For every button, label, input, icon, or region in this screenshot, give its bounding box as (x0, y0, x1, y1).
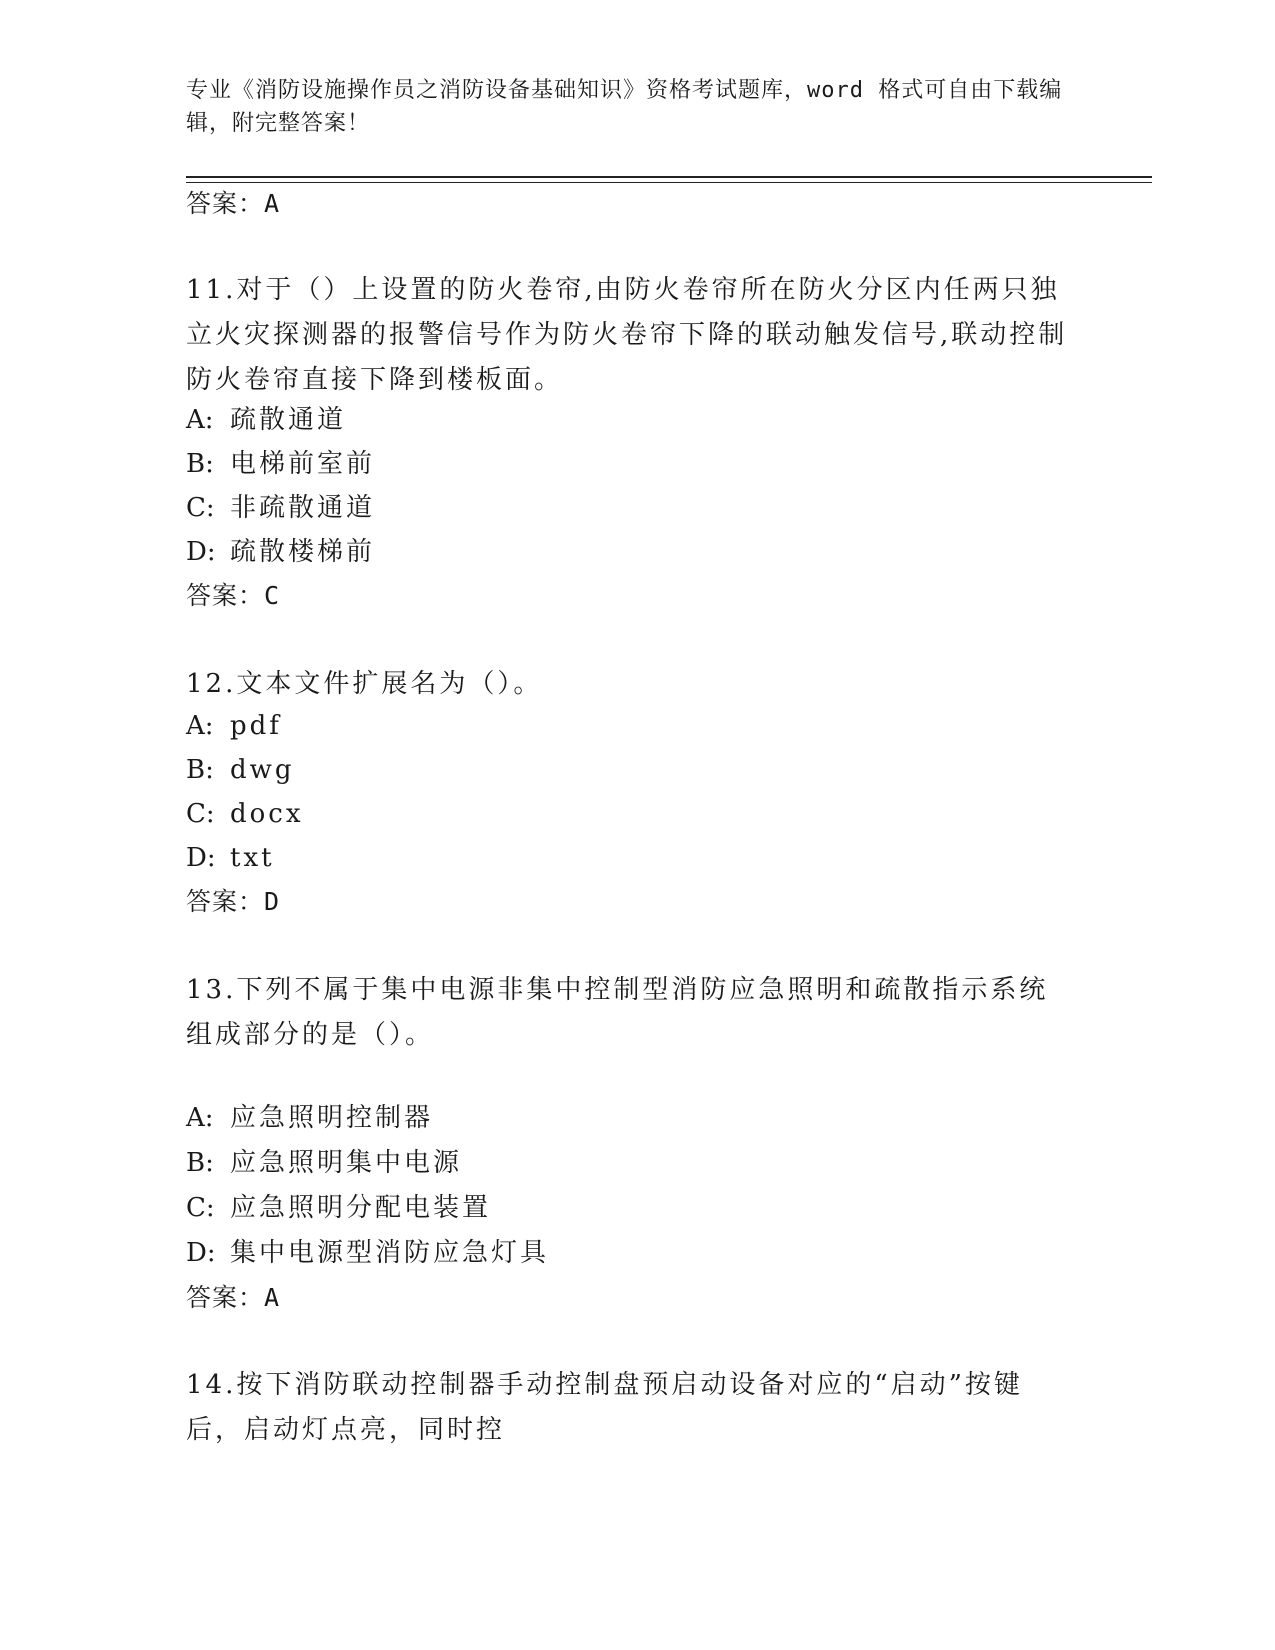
previous-answer: 答案：A (186, 189, 281, 218)
question-11-option-c: C: 非疏散通道 (186, 493, 376, 523)
header-divider-thick (186, 176, 1152, 178)
question-11-answer: 答案：C (186, 581, 281, 610)
question-12-option-d: D: txt (186, 843, 275, 873)
question-13-stem: 13.下列不属于集中电源非集中控制型消防应急照明和疏散指示系统组成部分的是（）。 (186, 975, 1049, 1050)
question-12-option-b: B: dwg (186, 755, 295, 785)
header-divider-thin (186, 182, 1152, 183)
question-13-option-b: B: 应急照明集中电源 (186, 1148, 463, 1178)
question-12-answer: 答案：D (186, 887, 281, 916)
question-13-option-a: A: 应急照明控制器 (186, 1103, 434, 1133)
document-header: 专业《消防设施操作员之消防设备基础知识》资格考试题库，word 格式可自由下载编辑，附完整答案！ (186, 78, 1063, 136)
question-11-option-a: A: 疏散通道 (186, 405, 347, 435)
question-11-option-b: B: 电梯前室前 (186, 449, 376, 479)
question-14-stem: 14.按下消防联动控制器手动控制盘预启动设备对应的“启动”按键后，启动灯点亮，同时控 (186, 1370, 1023, 1445)
question-11-option-d: D: 疏散楼梯前 (186, 537, 376, 567)
question-13-option-d: D: 集中电源型消防应急灯具 (186, 1238, 550, 1268)
question-12-option-a: A: pdf (186, 711, 282, 741)
question-13-answer: 答案：A (186, 1283, 281, 1312)
question-11-stem: 11.对于（）上设置的防火卷帘,由防火卷帘所在防火分区内任两只独立火灾探测器的报警信号作为防火卷帘下降的联动触发信号,联动控制防火卷帘直接下降到楼板面。 (186, 275, 1068, 395)
question-12-option-c: C: docx (186, 799, 304, 829)
question-13-option-c: C: 应急照明分配电装置 (186, 1193, 492, 1223)
question-12-stem: 12.文本文件扩展名为（）。 (186, 669, 543, 699)
